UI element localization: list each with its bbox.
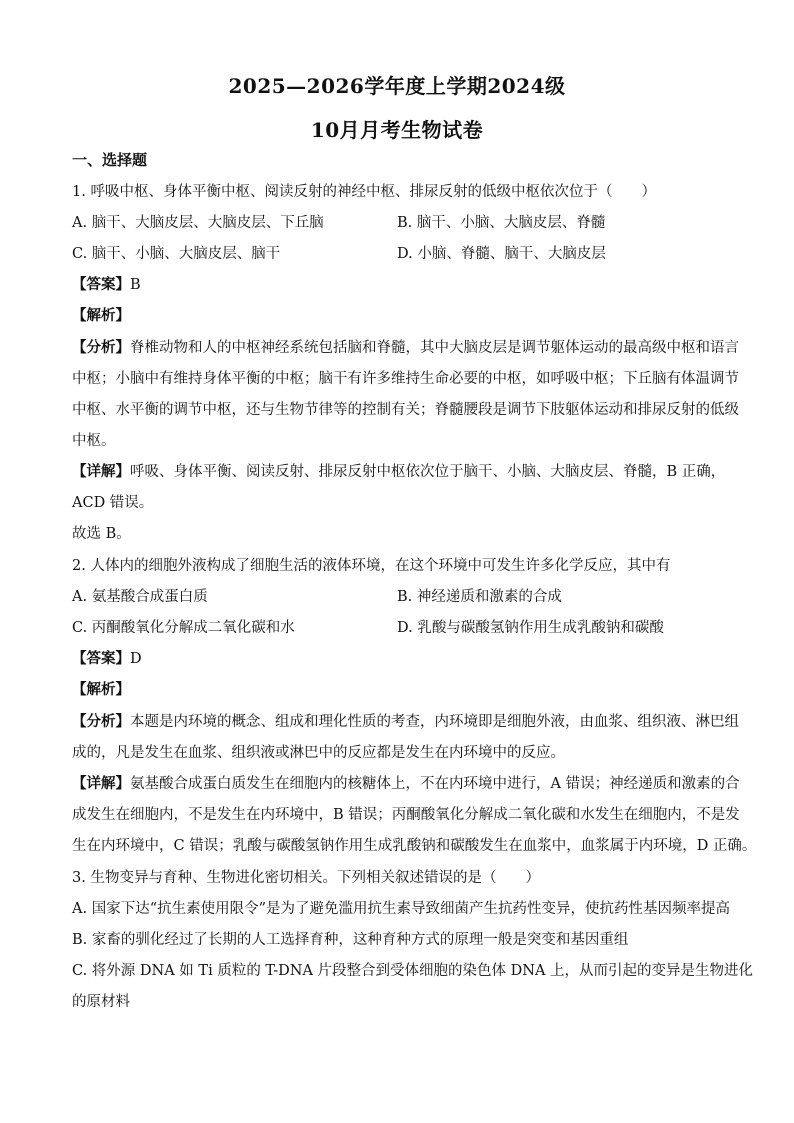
- fenxi-text: 脊椎动物和人的中枢神经系统包括脑和脊髓，其中大脑皮层是调节躯体运动的最高级中枢和语言: [130, 340, 739, 356]
- q1-fenxi-line3: 中枢、水平衡的调节中枢，还与生物节律等的控制有关；脊髓腰段是调节下肢躯体运动和排尿反射的低级: [72, 402, 739, 418]
- q2-fenxi-line2: 成的，凡是发生在血浆、组织液或淋巴中的反应都是发生在内环境中的反应。: [72, 745, 565, 761]
- q1-fenxi-line2: 中枢；小脑中有维持身体平衡的中枢；脑干有许多维持生命必要的中枢，如呼吸中枢；下丘脑有体温调节: [72, 371, 739, 387]
- q2-xiangjie-line3: 生在内环境中，C 错误；乳酸与碳酸氢钠作用生成乳酸钠和碳酸发生在血浆中，血浆属于内环境，D 正确。: [72, 838, 757, 854]
- q1-stem: 1. 呼吸中枢、身体平衡中枢、阅读反射的神经中枢、排尿反射的低级中枢依次位于（ ）: [72, 184, 656, 200]
- q1-fenxi-line4: 中枢。: [72, 433, 116, 449]
- q1-xiangjie-line1: [72, 462, 725, 482]
- q1-conclusion: 故选 B。: [72, 526, 131, 542]
- q2-xiangjie-line1: [72, 774, 740, 794]
- fenxi-text: 本题是内环境的概念、组成和理化性质的考查，内环境即是细胞外液，由血浆、组织液、淋巴组: [130, 714, 739, 730]
- q3-option-a: A. 国家下达“抗生素使用限令”是为了避免滥用抗生素导致细菌产生抗药性变异，使抗药性基因频率提高: [72, 901, 731, 917]
- q2-option-a: A. 氨基酸合成蛋白质: [72, 589, 208, 605]
- q2-option-c: C. 丙酮酸氧化分解成二氧化碳和水: [72, 620, 295, 636]
- q3-stem: 3. 生物变异与育种、生物进化密切相关。下列相关叙述错误的是（ ）: [72, 870, 540, 886]
- fenxi-tag: 【分析】: [72, 339, 130, 356]
- q1-fenxi-line1: [72, 338, 739, 358]
- answer-value: D: [130, 651, 142, 667]
- answer-tag: 【答案】: [72, 650, 130, 667]
- q2-option-d: D. 乳酸与碳酸氢钠作用生成乳酸钠和碳酸: [397, 620, 664, 636]
- q3-option-b: B. 家畜的驯化经过了长期的人工选择育种，这种育种方式的原理一般是突变和基因重组: [72, 932, 629, 948]
- q2-analysis-tag: 【解析】: [72, 681, 130, 698]
- q2-option-b: B. 神经递质和激素的合成: [397, 589, 562, 605]
- exam-subtitle: 10月月考生物试卷: [310, 118, 484, 142]
- fenxi-tag: 【分析】: [72, 713, 130, 730]
- q1-option-d: D. 小脑、脊髓、脑干、大脑皮层: [397, 246, 606, 262]
- q1-option-b: B. 脑干、小脑、大脑皮层、脊髓: [397, 215, 606, 231]
- xiangjie-tag: 【详解】: [72, 775, 130, 792]
- q2-answer: [72, 649, 142, 669]
- q2-stem: 2. 人体内的细胞外液构成了细胞生活的液体环境，在这个环境中可发生许多化学反应，其中有: [72, 558, 671, 574]
- q3-option-c-line1: C. 将外源 DNA 如 Ti 质粒的 T-DNA 片段整合到受体细胞的染色体 DNA 上，从而引起的变异是生物进化: [72, 963, 754, 979]
- q1-option-a: A. 脑干、大脑皮层、大脑皮层、下丘脑: [72, 215, 324, 231]
- xiangjie-text: 呼吸、身体平衡、阅读反射、排尿反射中枢依次位于脑干、小脑、大脑皮层、脊髓，B 正确，: [130, 464, 726, 480]
- answer-tag: 【答案】: [72, 276, 130, 293]
- xiangjie-tag: 【详解】: [72, 463, 130, 480]
- q1-analysis-tag: 【解析】: [72, 307, 130, 324]
- q3-option-c-line2: 的原材料: [72, 994, 130, 1010]
- q1-answer: [72, 275, 141, 295]
- q2-xiangjie-line2: 成发生在细胞内，不是发生在内环境中，B 错误；丙酮酸氧化分解成二氧化碳和水发生在细胞内，不是发: [72, 807, 740, 823]
- answer-value: B: [130, 277, 141, 293]
- section-heading: 一、选择题: [72, 151, 148, 169]
- q2-fenxi-line1: [72, 712, 739, 732]
- xiangjie-text: 氨基酸合成蛋白质发生在细胞内的核糖体上，不在内环境中进行，A 错误；神经递质和激素的合: [130, 776, 740, 792]
- exam-title: 2025—2026学年度上学期2024级: [228, 74, 566, 98]
- q1-option-c: C. 脑干、小脑、大脑皮层、脑干: [72, 246, 281, 262]
- q1-xiangjie-line2: ACD 错误。: [72, 495, 154, 511]
